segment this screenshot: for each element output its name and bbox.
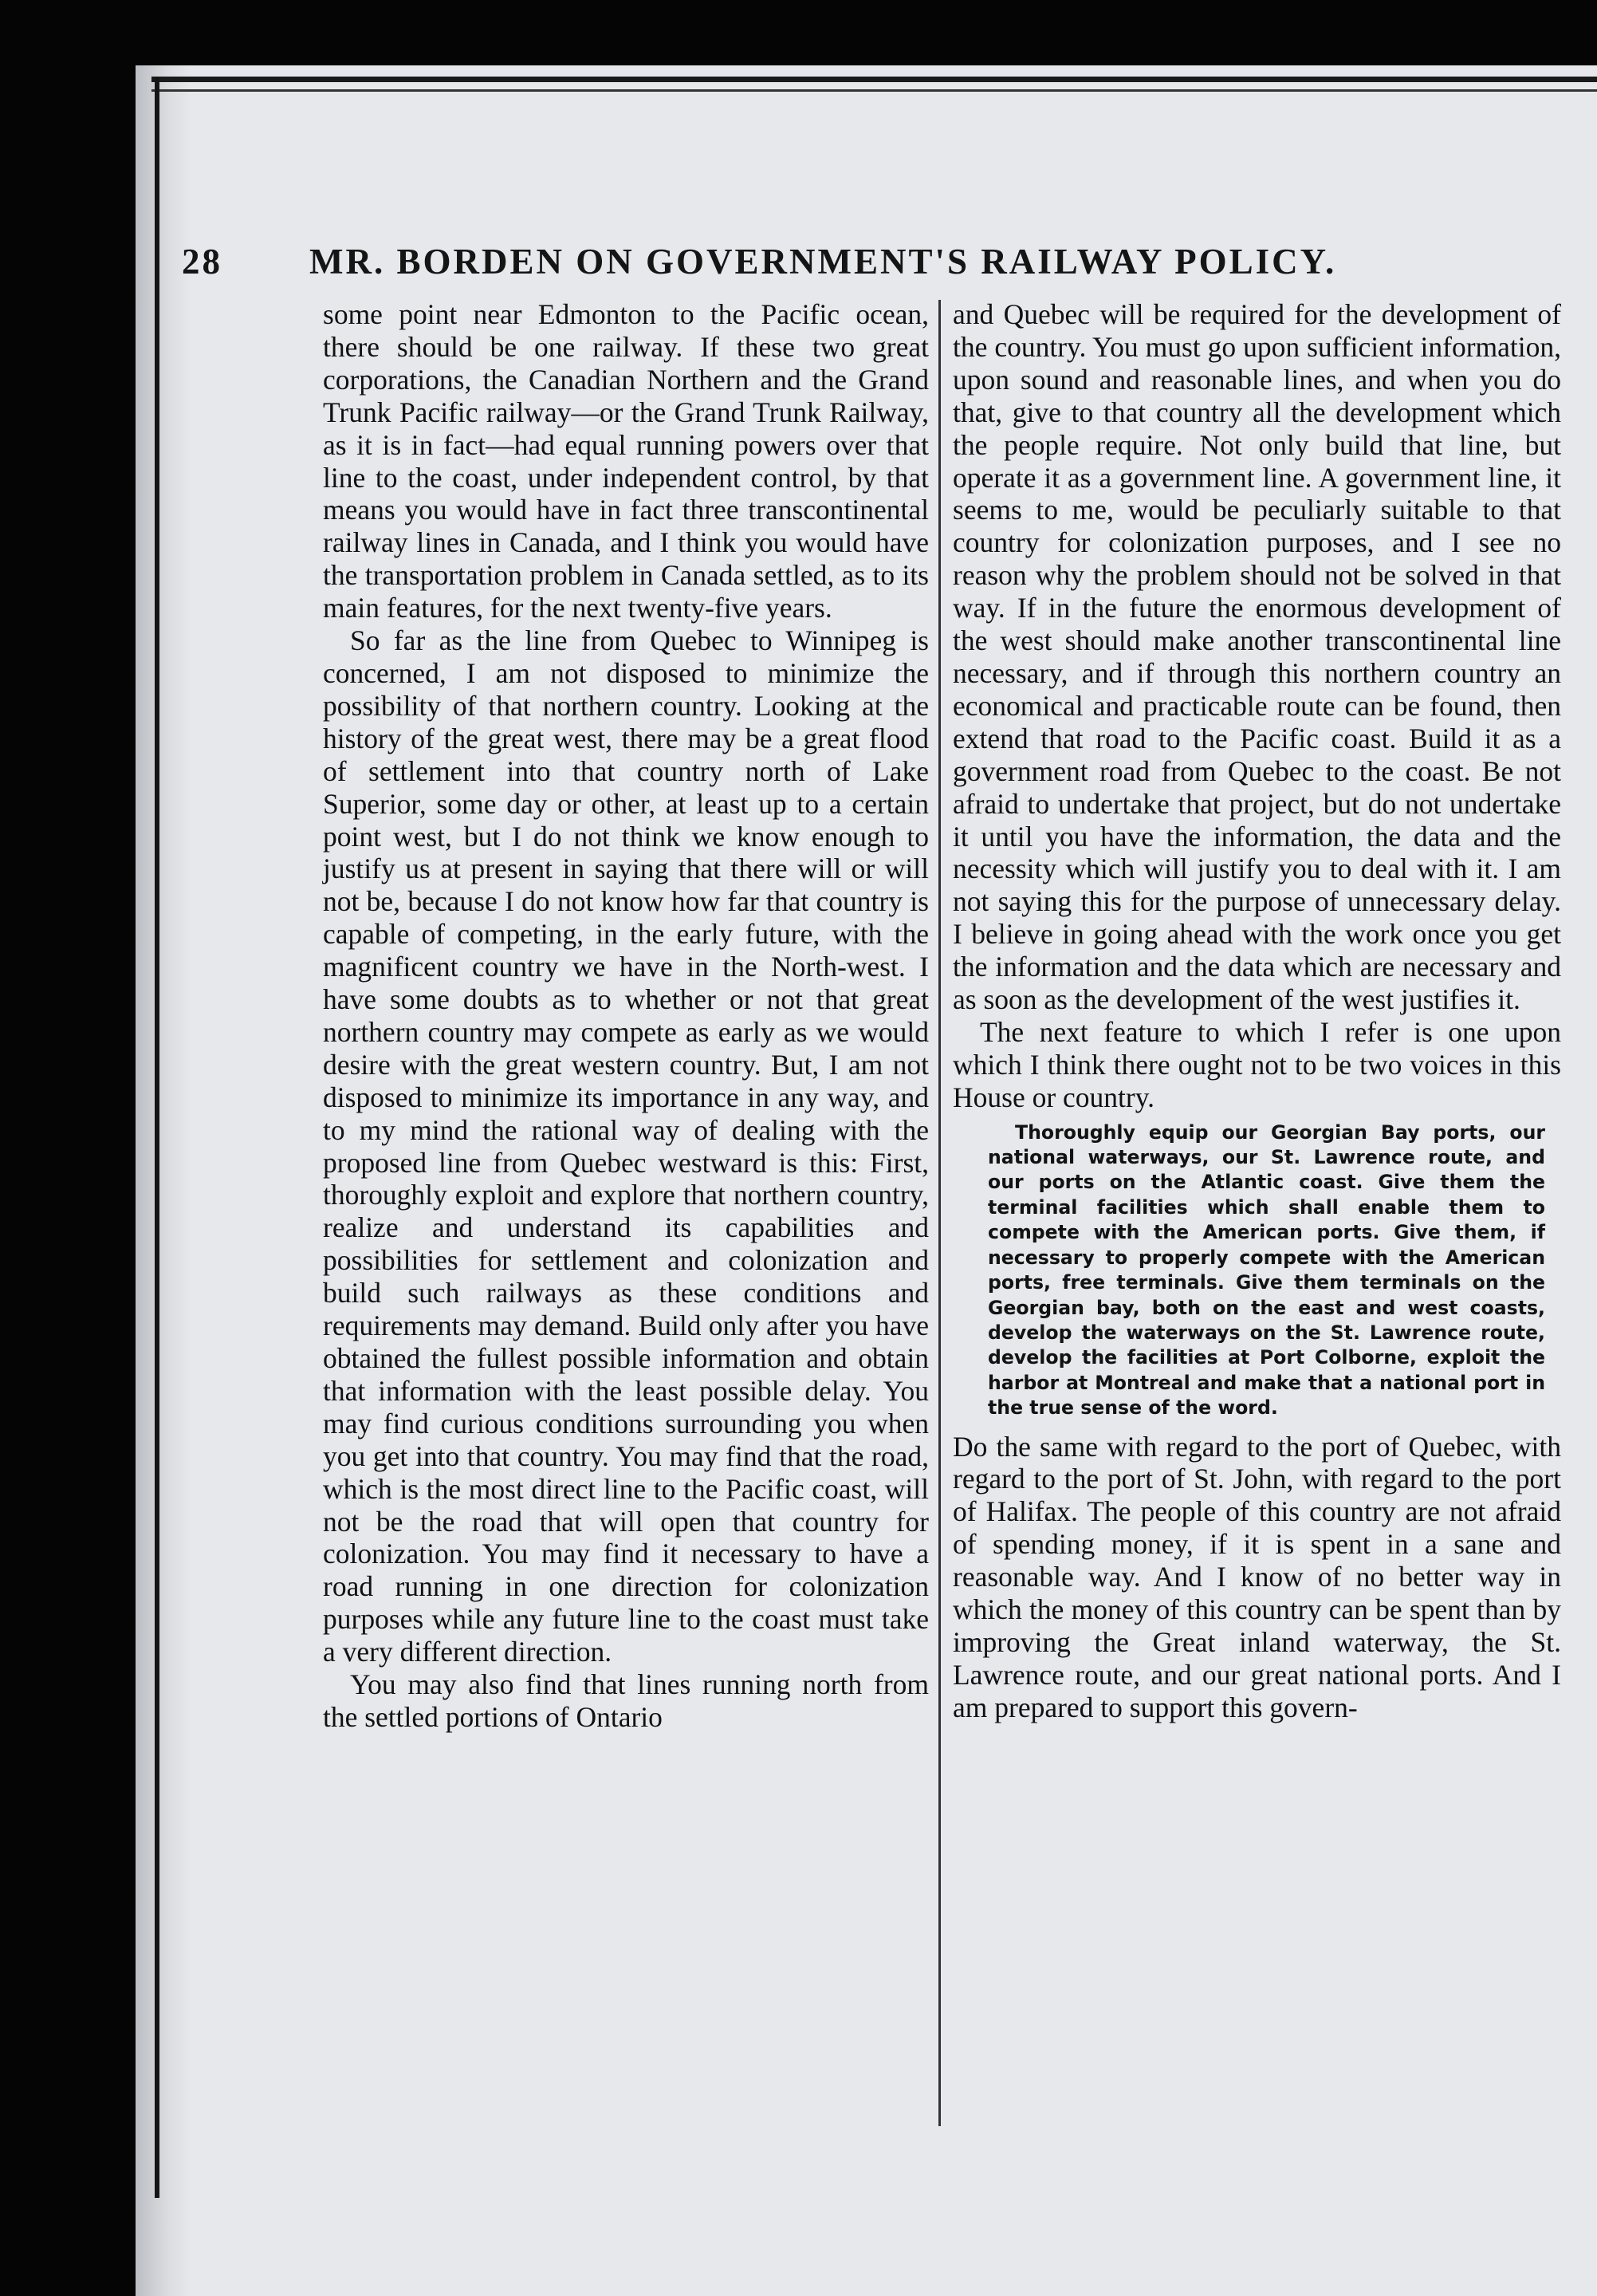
block-quote bbox=[988, 1120, 1545, 1421]
top-border-rule bbox=[151, 77, 1597, 82]
page-header bbox=[182, 241, 1473, 289]
paragraph: You may also find that lines running north from the settled portions of Ontario bbox=[323, 1668, 929, 1733]
right-column bbox=[953, 298, 1561, 1724]
top-border-rule-inner bbox=[151, 89, 1597, 92]
paragraph: So far as the line from Quebec to Winnipeg is concerned, I am not disposed to minimize the possibility of that northern country. Looking at the history of the great west, there may be a great flood of settlement into that country north of Lake Superior, some day or other, at least up to a certain point west, but I do not think we know enough to justify us at present in saying that there will or will not be, because I do not know how far that country is capable of competing, in the early future, with the magnificent country we have in the North-west. I have some doubts as to whether or not that great northern country may compete as early as we would desire with the great western country. But, I am not disposed to minimize its importance in any way, and to my mind the rational way of dealing with the proposed line from Quebec westward is this: First, thoroughly exploit and explore that northern country, realize and understand its capabilities and possibilities for settlement and colonization and build such railways as these conditions and requirements may demand. Build only after you have obtained the fullest possible information and obtain that information with the least possible delay. You may find curious conditions surrounding you when you get into that country. You may find that the road, which is the most direct line to the Pacific coast, will not be the road that will open that country for colonization. You may find it necessary to have a road running in one direction for colonization purposes while any future line to the coast must take a very different direction. bbox=[323, 624, 929, 1668]
left-column bbox=[323, 298, 929, 1734]
block-quote-text: Thoroughly equip our Georgian Bay ports, our national waterways, our St. Lawrence route, and our ports on the Atlantic coast. Give them the terminal facilities which shall enable them to compete with the American ports. Give them, if necessary to properly compete with the American ports, free terminals. Give them terminals on the Georgian bay, both on the east and west coasts, develop the waterways on the St. Lawrence route, develop the facilities at Port Colborne, exploit the harbor at Montreal and make that a national port in the true sense of the word. bbox=[988, 1120, 1545, 1420]
page-number: 28 bbox=[182, 242, 222, 282]
paragraph: Do the same with regard to the port of Quebec, with regard to the port of St. John, with regard to the port of Halifax. The people of this country are not afraid of spending money, if it is spent in a sane and reasonable way. And I know of no better way in which the money of this country can be spent than by improving the Great inland waterway, the St. Lawrence route, and our great national ports. And I am prepared to support this govern- bbox=[953, 1430, 1561, 1723]
paragraph: The next feature to which I refer is one upon which I think there ought not to be two voices in this House or country. bbox=[953, 1015, 1561, 1113]
running-head: MR. BORDEN ON GOVERNMENT'S RAILWAY POLICY. bbox=[309, 242, 1337, 282]
paragraph: and Quebec will be required for the development of the country. You must go upon sufficient information, upon sound and reasonable lines, and when you do that, give to that country all the development which the people require. Not only build that line, but operate it as a government line. A government line, it seems to me, would be peculiarly suitable to that country for colonization purposes, and I see no reason why the problem should not be solved in that way. If in the future the enormous development of the west should make another transcontinental line necessary, and if through this northern country an economical and practicable route can be found, then extend that road to the Pacific coast. Build it as a government road from Quebec to the coast. Be not afraid to undertake that project, but do not undertake it until you have the information, the data and the necessity which will justify you to deal with it. I am not saying this for the purpose of unnecessary delay. I believe in going ahead with the work once you get the information and the data which are necessary and as soon as the development of the west justifies it. bbox=[953, 298, 1561, 1016]
column-divider bbox=[938, 300, 941, 2126]
page-edge-shadow bbox=[136, 65, 191, 2296]
paragraph: some point near Edmonton to the Pacific ocean, there should be one railway. If these two great corporations, the Canadian Northern and the Grand Trunk Pacific railway—or the Grand Trunk Railway, as it is in fact—had equal running powers over that line to the coast, under independent control, by that means you would have in fact three transcontinental railway lines in Canada, and I think you would have the transportation problem in Canada settled, as to its main features, for the next twenty-five years. bbox=[323, 298, 929, 624]
left-border-rule bbox=[155, 77, 159, 2198]
